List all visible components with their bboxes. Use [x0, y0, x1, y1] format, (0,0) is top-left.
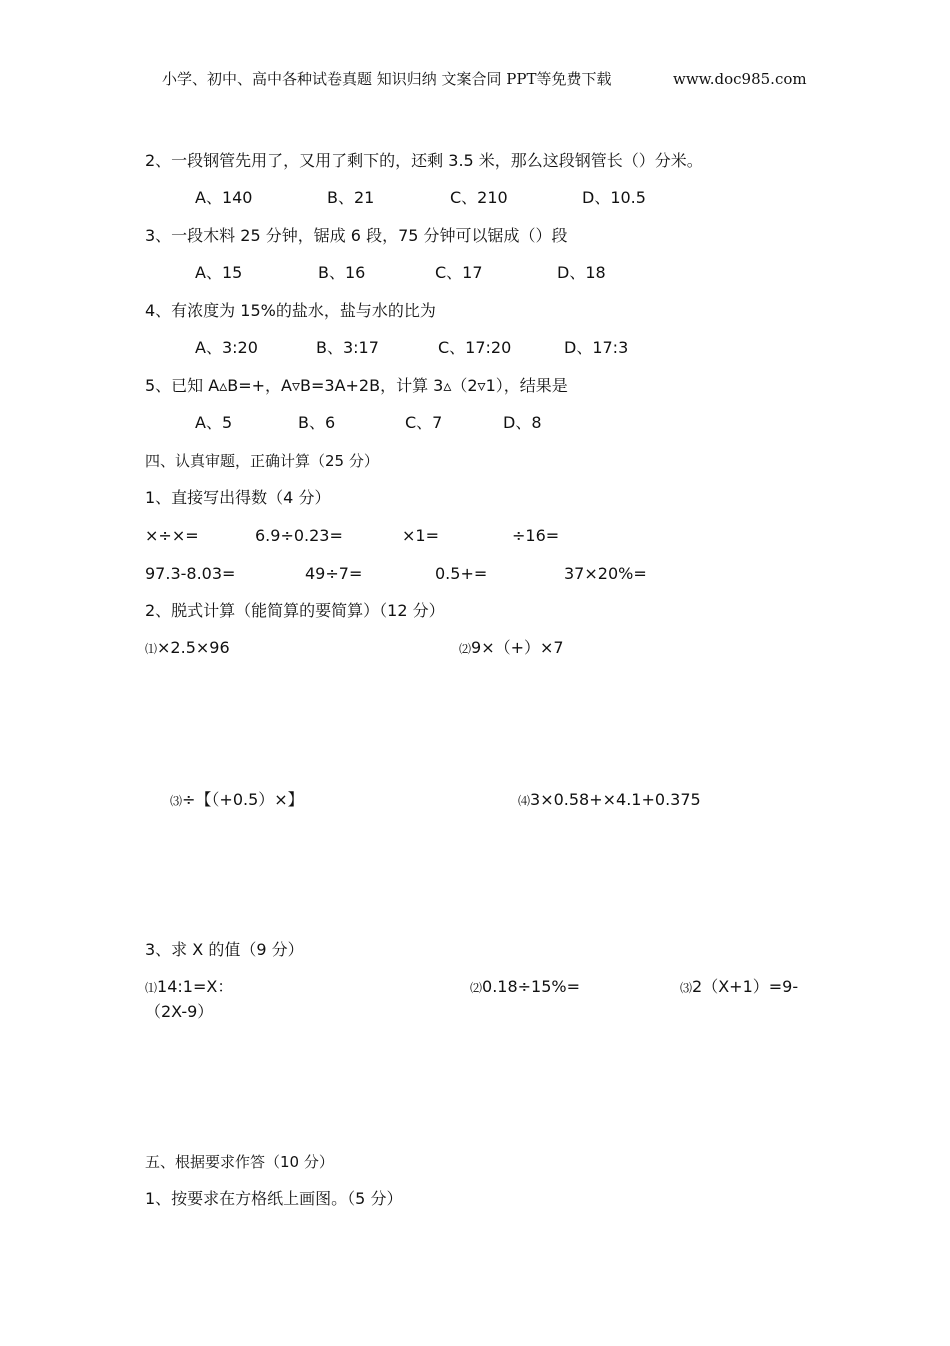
question-3-option-a: A、15 — [195, 263, 243, 282]
item-number: ⑵ — [459, 642, 472, 656]
item-number: ⑵ — [470, 981, 483, 995]
section-4-title: 四、认真审题，正确计算（25 分） — [145, 452, 379, 470]
item-expression: 3×0.58+×4.1+0.375 — [530, 790, 701, 809]
oral-calc-item: 0.5+= — [435, 564, 488, 583]
question-2-option-a: A、140 — [195, 188, 253, 207]
oral-calc-item: 6.9÷0.23= — [255, 526, 343, 545]
question-3-option-c: C、17 — [435, 263, 483, 282]
equation-item — [145, 977, 233, 998]
question-4-option-c: C、17:20 — [438, 338, 512, 357]
item-number: ⑶ — [170, 794, 183, 808]
item-number: ⑷ — [518, 794, 531, 808]
equation-item — [470, 977, 580, 998]
item-number: ⑴ — [145, 642, 158, 656]
section-4-part-3-title: 3、求 X 的值（9 分） — [145, 940, 304, 959]
question-2-option-d: D、10.5 — [582, 188, 646, 207]
oral-calc-item: 97.3-8.03= — [145, 564, 236, 583]
item-expression: 0.18÷15%= — [482, 977, 581, 996]
section-5-title: 五、根据要求作答（10 分） — [145, 1153, 334, 1171]
question-4-option-b: B、3:17 — [316, 338, 379, 357]
equation-item — [680, 977, 798, 998]
question-5-stem: 5、已知 A▵B=+，A▿B=3A+2B，计算 3▵（2▿1），结果是 — [145, 376, 568, 395]
section-4-part-2-title: 2、脱式计算（能简算的要简算）（12 分） — [145, 601, 445, 620]
question-5-option-a: A、5 — [195, 413, 233, 432]
question-5-option-b: B、6 — [298, 413, 336, 432]
equation-continuation: （2X-9） — [145, 1002, 214, 1021]
oral-calc-item: 37×20%= — [564, 564, 647, 583]
item-expression: 9×（+）×7 — [471, 638, 564, 657]
question-3-option-d: D、18 — [557, 263, 606, 282]
oral-calc-item: ÷16= — [512, 526, 560, 545]
question-2-option-b: B、21 — [327, 188, 375, 207]
item-expression: 2（X+1）=9- — [692, 977, 799, 996]
stepwise-calc-item — [170, 790, 304, 811]
question-4-option-d: D、17:3 — [564, 338, 629, 357]
question-5-option-c: C、7 — [405, 413, 443, 432]
question-2-option-c: C、210 — [450, 188, 508, 207]
item-number: ⑶ — [680, 981, 693, 995]
item-expression: 14:1=X： — [157, 977, 234, 996]
item-number: ⑴ — [145, 981, 158, 995]
oral-calc-item: ×1= — [402, 526, 439, 545]
oral-calc-item: 49÷7= — [305, 564, 363, 583]
oral-calc-item: ×÷×= — [145, 526, 199, 545]
question-4-option-a: A、3:20 — [195, 338, 258, 357]
stepwise-calc-item — [459, 638, 564, 659]
section-5-part-1-title: 1、按要求在方格纸上画图。（5 分） — [145, 1189, 403, 1208]
question-3-stem: 3、一段木料 25 分钟，锯成 6 段，75 分钟可以锯成（）段 — [145, 226, 568, 245]
stepwise-calc-item — [145, 638, 230, 659]
item-expression: ÷【（+0.5）×】 — [182, 790, 304, 809]
item-expression: ×2.5×96 — [157, 638, 230, 657]
question-2-stem: 2、一段钢管先用了，又用了剩下的，还剩 3.5 米，那么这段钢管长（）分米。 — [145, 151, 703, 170]
question-3-option-b: B、16 — [318, 263, 366, 282]
header-left: 小学、初中、高中各种试卷真题 知识归纳 文案合同 PPT等免费下载 — [162, 70, 612, 88]
question-5-option-d: D、8 — [503, 413, 542, 432]
section-4-part-1-title: 1、直接写出得数（4 分） — [145, 488, 331, 507]
stepwise-calc-item — [518, 790, 701, 811]
header-url: www.doc985.com — [673, 70, 807, 88]
question-4-stem: 4、有浓度为 15%的盐水，盐与水的比为 — [145, 301, 436, 320]
